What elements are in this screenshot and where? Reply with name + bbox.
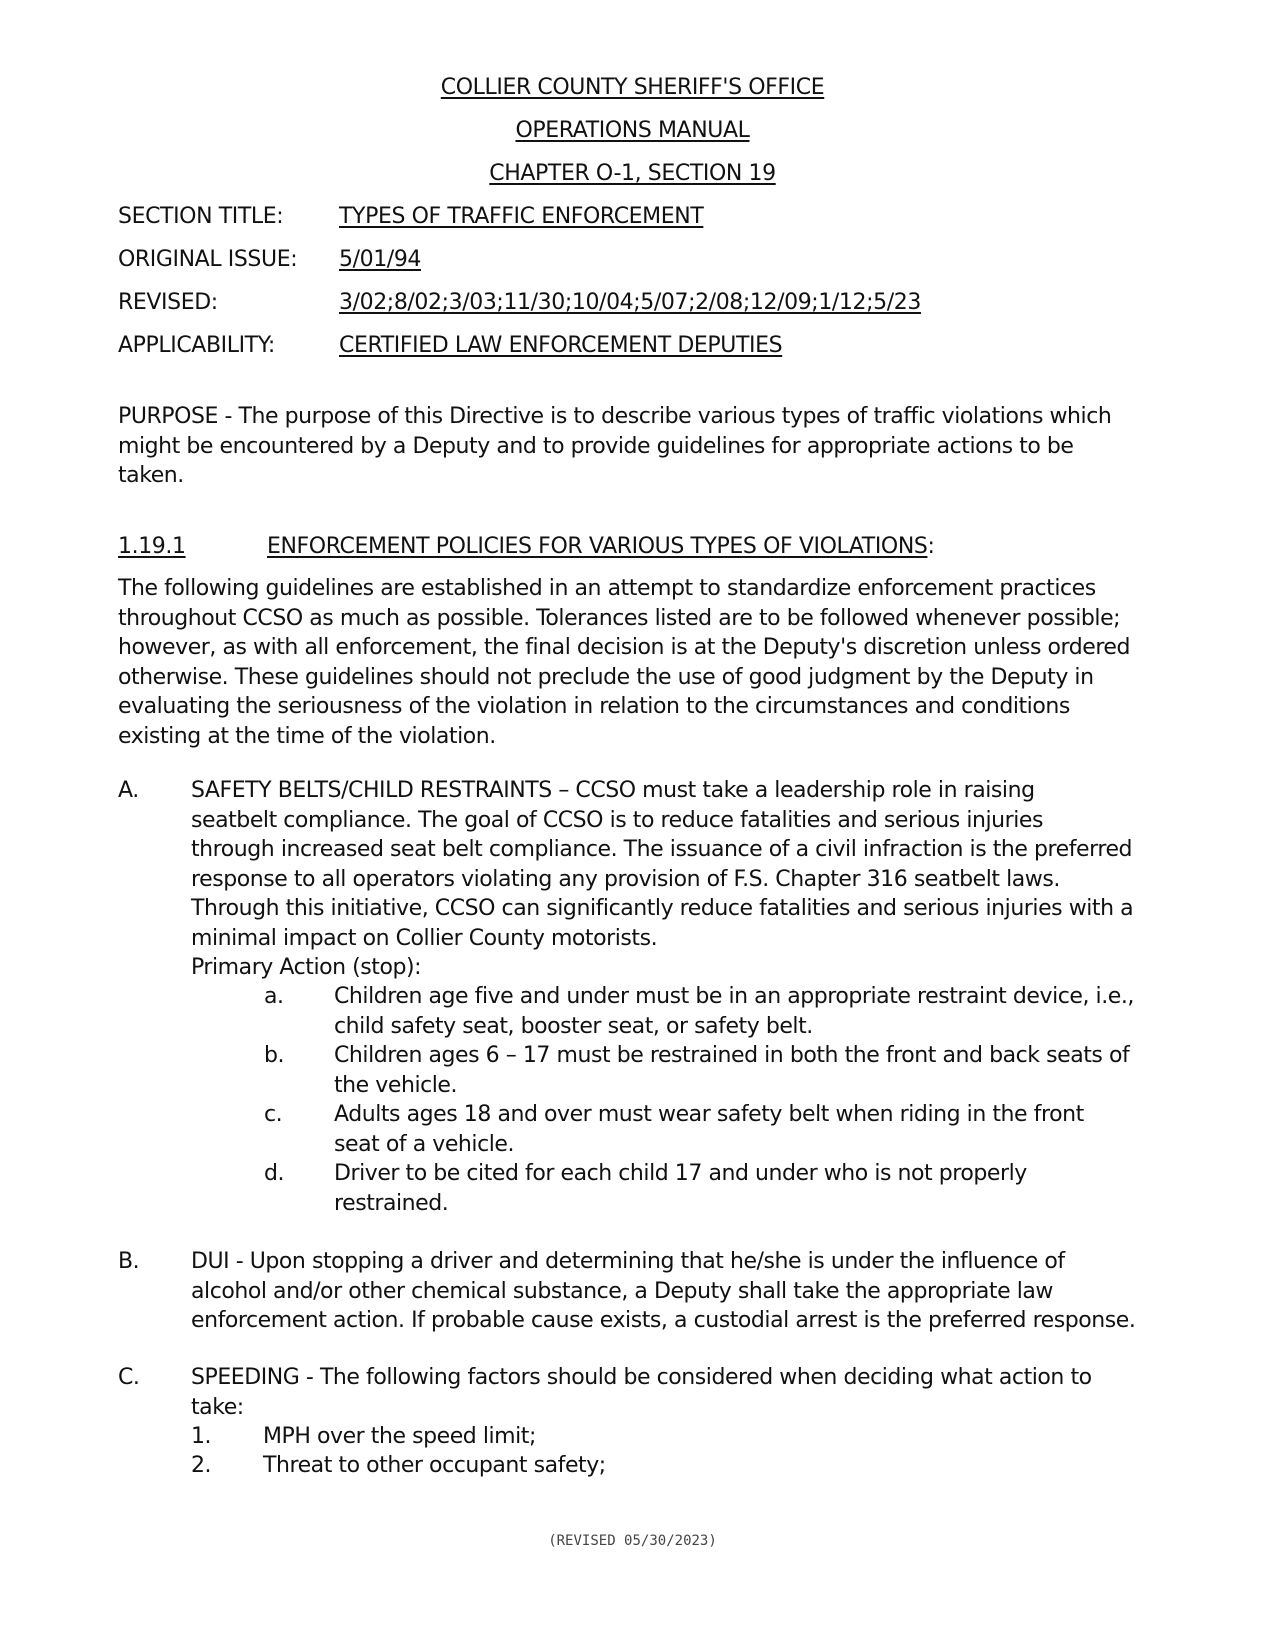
item-c-text: SPEEDING - The following factors should be considered when deciding what action to take: [191, 1365, 1092, 1420]
applicability-value: CERTIFIED LAW ENFORCEMENT DEPUTIES [339, 333, 783, 358]
purpose-paragraph: PURPOSE - The purpose of this Directive is to describe various types of traffic violations which might be encountered by a Deputy and to provide guidelines for appropriate actions to be taken. [118, 404, 1112, 488]
intro-paragraph: The following guidelines are established in an attempt to standardize enforcement practices throughout CCSO as much as possible. Tolerances listed are to be followed whenever possible; however, as with all enforcement, the final decision is at the Deputy's discretion unless ordered otherwise. These guidelines should not preclude the use of good judgment by the Deputy in evaluating the seriousness of the violation in relation to the circumstances and conditions existing at the time of the violation. [118, 576, 1131, 749]
applicability-label: APPLICABILITY: [118, 333, 275, 358]
item-c-marker: C. [118, 1365, 140, 1390]
section-number: 1.19.1 [118, 534, 186, 559]
item-a-marker: A. [118, 778, 139, 803]
revision-footer: (REVISED 05/30/2023) [548, 1533, 717, 1549]
office-heading: COLLIER COUNTY SHERIFF'S OFFICE [440, 75, 825, 100]
manual-heading: OPERATIONS MANUAL [515, 118, 750, 143]
document-page: COLLIER COUNTY SHERIFF'S OFFICE OPERATIONS MANUAL CHAPTER O-1, SECTION 19 SECTION TITLE: TYPES OF TRAFFIC ENFORCEMENT ORIGINAL ISSUE: 5/01/94 REVISED: 3/02;8/02;3/03;11/30;10/04;5/07;2/08;12/09;1/12;5/23 APPLICABILITY: CERTIFIED LAW ENFORCEMENT DEPUTIES PURPOSE - The purpose of this Directive is to describe various types of traffic violations which might be encountered by a Deputy and to provide guidelines for appropriate actions to be taken. 1.19.1 ENFORCEMENT POLICIES FOR VARIOUS TYPES OF VIOLATIONS: The following guidelines are established in an attempt to standardize enforcement practices throughout CCSO as much as possible. Tolerances listed are to be followed whenever possible; however, as with all enforcement, the final decision is at the Deputy's discretion unless ordered otherwise. These guidelines should not preclude the use of good judgment by the Deputy in evaluating the seriousness of the violation in relation to the circumstances and conditions existing at the time of the violation. A. SAFETY BELTS/CHILD RESTRAINTS – CCSO must take a leadership role in raising seatbelt compliance. The goal of CCSO is to reduce fatalities and serious injuries through increased seat belt compliance. The issuance of a civil infraction is the preferred response to all operators violating any provision of F.S. Chapter 316 seatbelt laws. Through this initiative, CCSO can significantly reduce fatalities and serious injuries with a minimal impact on Collier County motorists. Primary Action (stop): a. Children age five and under must be in an appropriate restraint device, i.e., child safety seat, booster seat, or safety belt. b. Children ages 6 – 17 must be restrained in both the front and back seats of the vehicle. c. Adults ages 18 and over must wear safety belt when riding in the front seat of a vehicle. d. Driver to be cited for each child 17 and under who is not properly restrained. B. DUI - Upon stopping a driver and determining that he/she is under the influence of alcohol and/or other chemical substance, a Deputy shall take the appropriate law enforcement action. If probable cause exists, a custodial arrest is the preferred response. C. SPEEDING - The following factors should be considered when deciding what action to take: 1. MPH over the speed limit; 2. Threat to other occupant safety; (REVISED 05/30/2023) [0, 0, 1265, 1637]
item-b-text: DUI - Upon stopping a driver and determining that he/she is under the influence of alcohol and/or other chemical substance, a Deputy shall take the appropriate law enforcement action. If probable cause exists, a custodial arrest is the preferred response. [191, 1249, 1136, 1333]
original-issue-value: 5/01/94 [339, 247, 422, 272]
item-b-marker: B. [118, 1249, 140, 1274]
chapter-heading: CHAPTER O-1, SECTION 19 [489, 161, 776, 186]
section-title-value: TYPES OF TRAFFIC ENFORCEMENT [339, 204, 704, 229]
original-issue-label: ORIGINAL ISSUE: [118, 247, 298, 272]
section-title: ENFORCEMENT POLICIES FOR VARIOUS TYPES OF VIOLATIONS: [267, 534, 935, 559]
revised-label: REVISED: [118, 290, 218, 315]
item-a-text: SAFETY BELTS/CHILD RESTRAINTS – CCSO must take a leadership role in raising seatbelt compliance. The goal of CCSO is to reduce fatalities and serious injuries through increased seat belt compliance. The issuance of a civil infraction is the preferred response to all operators violating any provision of F.S. Chapter 316 seatbelt laws. Through this initiative, CCSO can significantly reduce fatalities and serious injuries with a minimal impact on Collier County motorists. Primary Action (stop): [191, 778, 1134, 980]
section-title-label: SECTION TITLE: [118, 204, 284, 229]
revised-value: 3/02;8/02;3/03;11/30;10/04;5/07;2/08;12/09;1/12;5/23 [339, 290, 921, 315]
